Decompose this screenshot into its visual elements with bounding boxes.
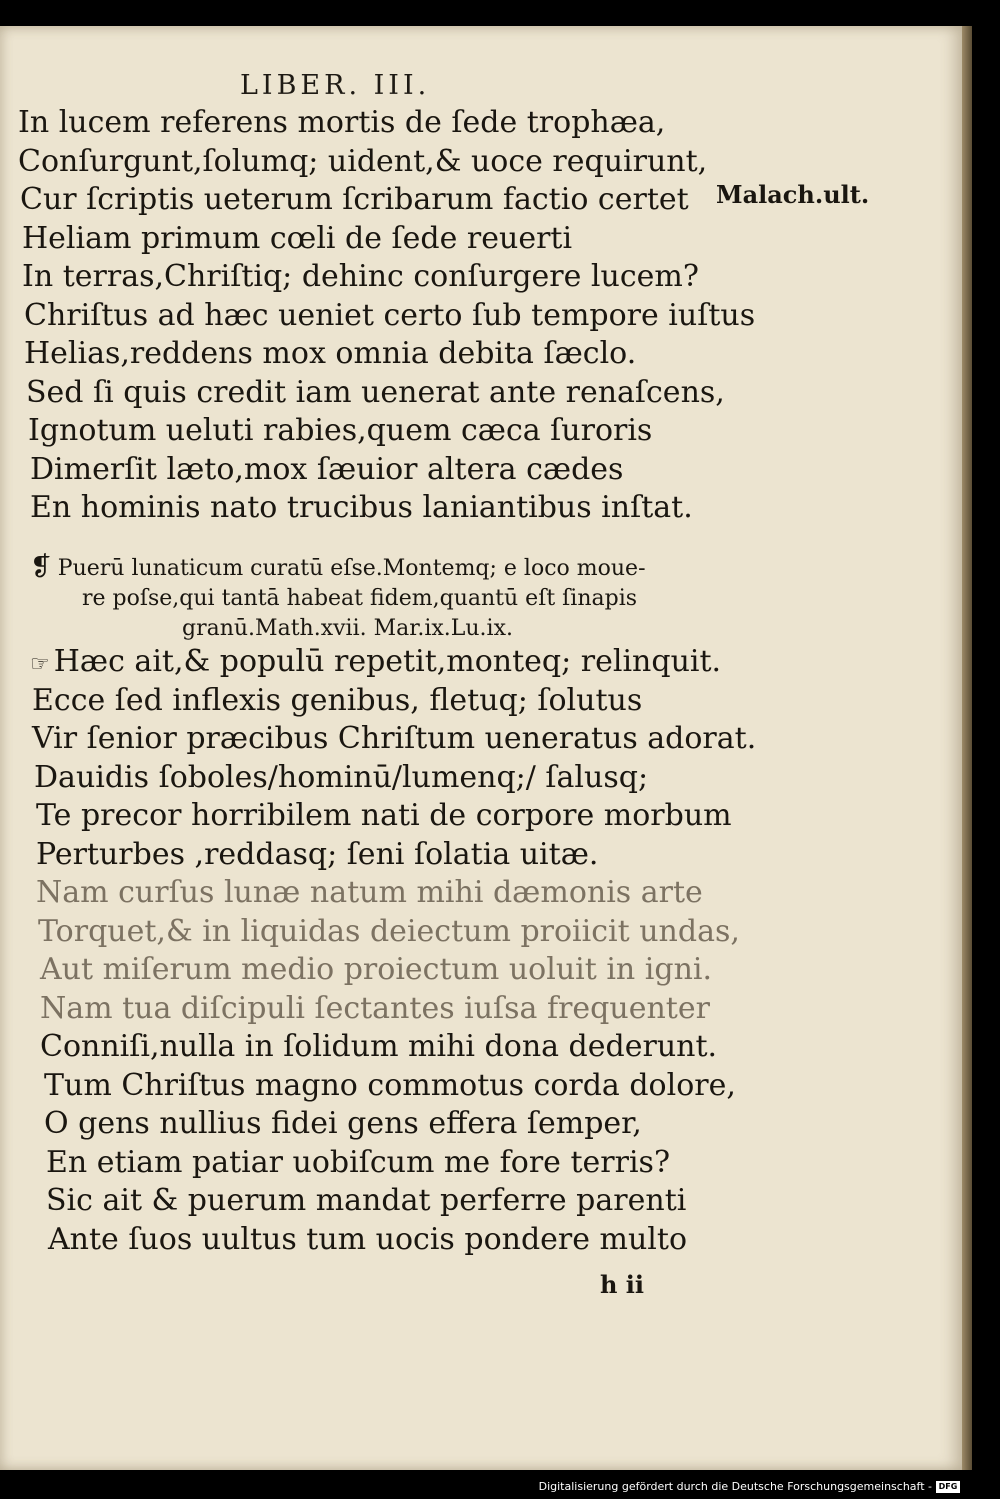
verse-line: Aut miſerum medio proiectum uoluit in igni. [40, 952, 713, 987]
verse-line: En etiam patiar uobiſcum me fore terris? [46, 1144, 671, 1180]
verse-line: En hominis nato trucibus laniantibus inſtat. [30, 490, 693, 525]
verse-line: O gens nullius fidei gens effera ſemper, [44, 1106, 642, 1141]
verse-line: Dauidis ſoboles/hominū/lumenq;/ ſalusq; [34, 759, 649, 795]
verse-line: Perturbes ,reddasq; ſeni ſolatia uitæ. [36, 836, 599, 872]
verse-line: Ante ſuos uultus tum uocis pondere multo [48, 1221, 688, 1257]
verse-line: Te precor horribilem nati de corpore morbum [36, 798, 732, 833]
verse-line: Ignotum ueluti rabies,quem cæca ſuroris [28, 413, 653, 448]
rubric-line: granū.Math.xvii. Mar.ix.Lu.ix. [182, 616, 513, 641]
verse-line: Tum Chriſtus magno commotus corda dolore, [44, 1067, 736, 1103]
dfg-logo-icon: DFG [936, 1481, 960, 1493]
verse-line: In terras,Chriſtiq; dehinc conſurgere lucem? [22, 259, 699, 294]
verse-line: Helias,reddens mox omnia debita ſæclo. [24, 336, 637, 371]
rubric-line: re poſse,qui tantā habeat fidem,quantū eſt ſinapis [82, 586, 638, 611]
verse-line: Heliam primum cœli de ſede reuerti [22, 220, 573, 256]
verse-line: Sed ſi quis credit iam uenerat ante renaſcens, [26, 374, 725, 410]
running-header: LIBER. III. [240, 70, 431, 101]
verse-line: Nam tua diſcipuli ſectantes iuſsa frequenter [40, 990, 710, 1026]
page-edge [962, 26, 972, 1470]
footer-credit: Digitalisierung gefördert durch die Deutsche Forschungsgemeinschaft - DFG [539, 1480, 960, 1493]
rubric-line: ❡ Puerū lunaticum curatū eſse.Montemq; e loco moue- [30, 552, 646, 582]
verse-line: Ecce ſed inflexis genibus, fletuq; ſolutus [32, 682, 643, 718]
marginal-note: Malach.ult. [716, 180, 870, 209]
verse-line: ☞ Hæc ait,& populū repetit,monteq; relinquit. [30, 644, 722, 679]
pointing-hand-icon: ☞ [30, 652, 50, 677]
verse-line: Vir ſenior præcibus Chriſtum ueneratus adorat. [32, 721, 757, 756]
verse-line: Torquet,& in liquidas deiectum proiicit undas, [38, 913, 740, 949]
signature-mark: h ii [600, 1270, 645, 1299]
verse-line: Nam curſus lunæ natum mihi dæmonis arte [36, 875, 703, 910]
rubric-heading [30, 552, 646, 644]
verse-line: Conniſi,nulla in ſolidum mihi dona dederunt. [40, 1029, 718, 1064]
verse-line: Dimerſit læto,mox ſæuior altera cædes [30, 451, 624, 487]
verse-line: In lucem referens mortis de ſede trophæa, [18, 105, 666, 140]
verse-line: Cur ſcriptis ueterum ſcribarum factio certet [20, 182, 689, 217]
verse-line: Conſurgunt,ſolumq; uident,& uoce requirunt, [18, 143, 708, 179]
pilcrow-icon: ❡ [30, 552, 52, 582]
verse-line: Chriſtus ad hæc ueniet certo ſub tempore iuſtus [24, 297, 756, 333]
verse-line: Sic ait & puerum mandat perferre parenti [46, 1183, 687, 1218]
